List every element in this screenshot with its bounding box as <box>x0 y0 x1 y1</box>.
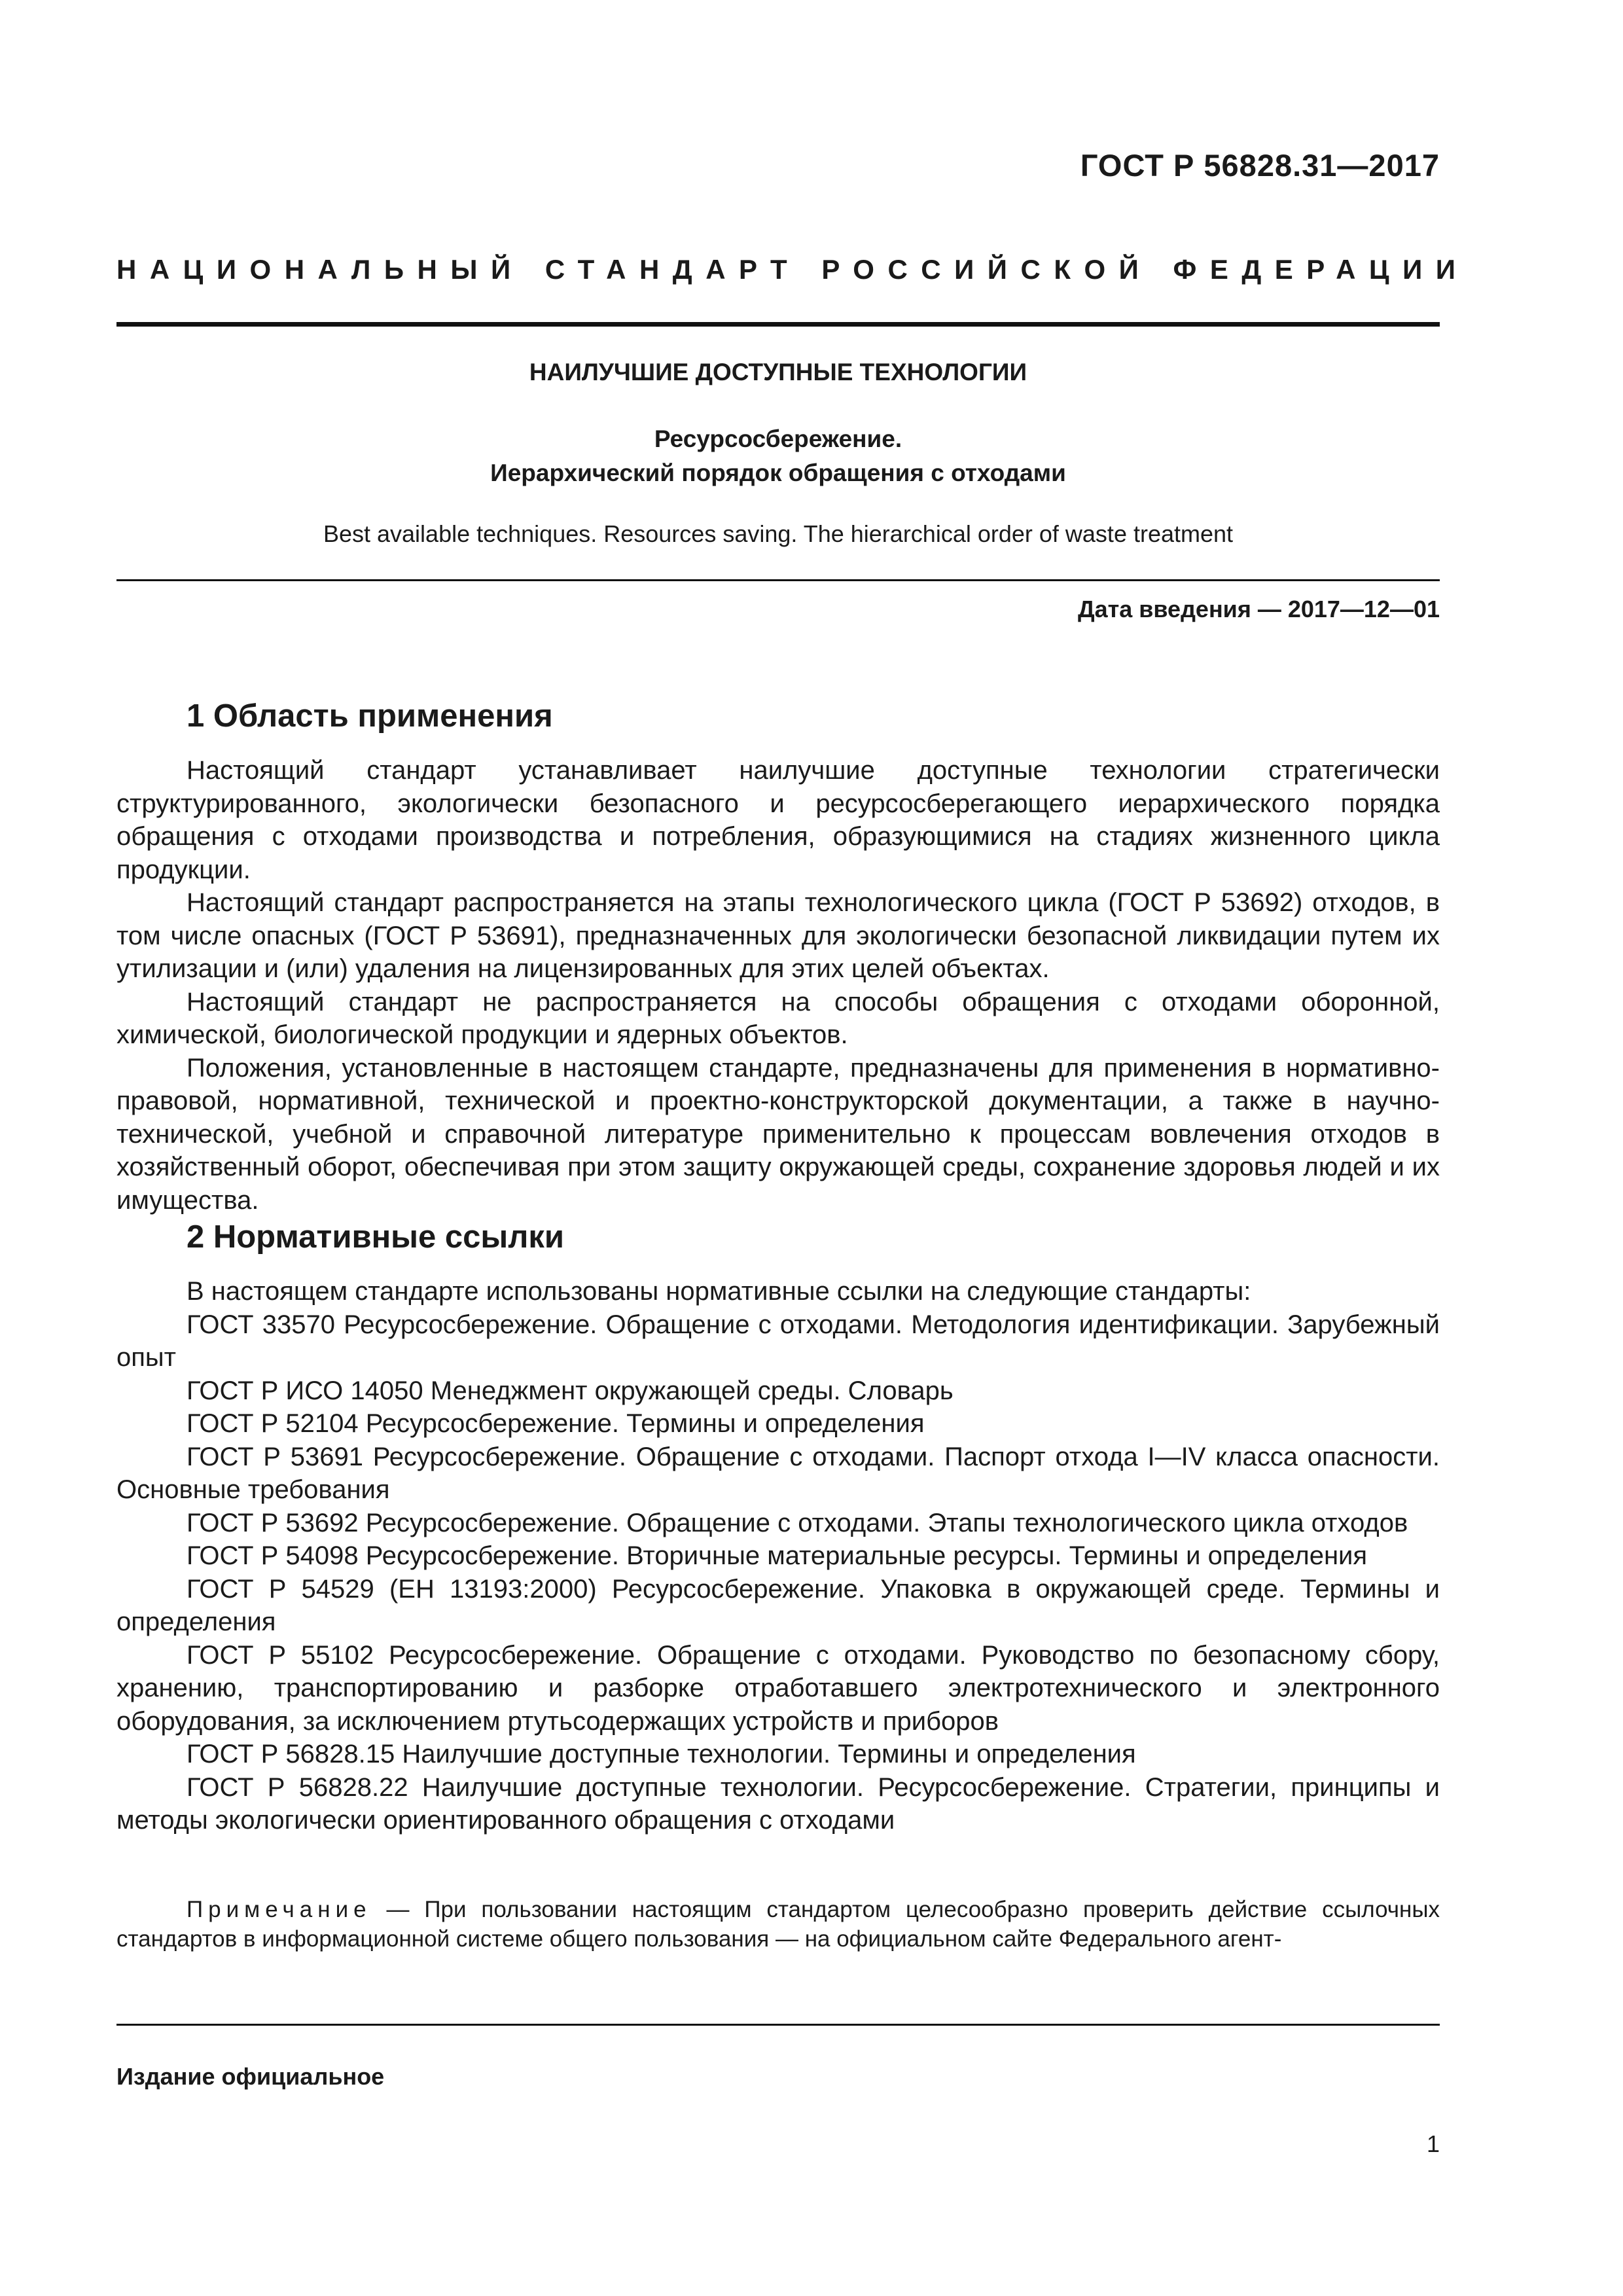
subtitle-line-1: Ресурсосбережение. <box>654 425 902 452</box>
reference-item: ГОСТ Р 55102 Ресурсосбережение. Обращение с отходами. Руководство по безопасному сбору, хранению, транспортированию и разборке отработавшего электротехнического и электронного оборудования, за исключением ртутьсодержащих устройств и приборов <box>116 1640 1440 1736</box>
reference-item: ГОСТ Р 53692 Ресурсосбережение. Обращение с отходами. Этапы технологического цикла отходов <box>187 1508 1408 1537</box>
official-edition-label: Издание официальное <box>116 2063 385 2090</box>
reference-item: ГОСТ Р 54098 Ресурсосбережение. Вторичные материальные ресурсы. Термины и определения <box>187 1541 1368 1570</box>
section-1-paragraph: Настоящий стандарт распространяется на этапы технологического цикла (ГОСТ Р 53692) отходов, в том числе опасных (ГОСТ Р 53691), предназначенных для экологически безопасной ликвидации путем их утилизации и (или) удаления на лицензированных для этих целей объектах. <box>116 888 1440 983</box>
section-1-paragraph: Настоящий стандарт устанавливает наилучшие доступные технологии стратегически структурированного, экологически безопасного и ресурсосберегающего иерархического порядка обращения с отходами производства и потребления, образующимися на стадиях жизненного цикла продукции. <box>116 756 1440 884</box>
document-subtitle <box>116 422 1440 490</box>
document-title: НАИЛУЧШИЕ ДОСТУПНЫЕ ТЕХНОЛОГИИ <box>529 359 1027 386</box>
reference-item: ГОСТ 33570 Ресурсосбережение. Обращение с отходами. Методология идентификации. Зарубежный опыт <box>116 1310 1440 1372</box>
subtitle-line-2: Иерархический порядок обращения с отходами <box>490 459 1066 486</box>
note-block <box>116 1895 1440 1954</box>
reference-item: ГОСТ Р 52104 Ресурсосбережение. Термины и определения <box>187 1409 925 1438</box>
standard-designation: ГОСТ Р 56828.31—2017 <box>1080 148 1440 183</box>
note-text: — При пользовании настоящим стандартом целесообразно проверить действие ссылочных стандартов в информационной системе общего пользования — на официальном сайте Федерального агент- <box>116 1897 1440 1952</box>
reference-item: ГОСТ Р 56828.22 Наилучшие доступные технологии. Ресурсосбережение. Стратегии, принципы и методы экологически ориентированного обращения с отходами <box>116 1772 1440 1835</box>
reference-item: ГОСТ Р 53691 Ресурсосбережение. Обращение с отходами. Паспорт отхода I—IV класса опасности. Основные требования <box>116 1442 1440 1504</box>
header-rule <box>116 322 1440 327</box>
reference-item: ГОСТ Р ИСО 14050 Менеджмент окружающей среды. Словарь <box>187 1376 954 1405</box>
section-1-paragraph: Настоящий стандарт не распространяется на способы обращения с отходами оборонной, химической, биологической продукции и ядерных объектов. <box>116 987 1440 1049</box>
section-1-heading: 1 Область применения <box>187 698 553 734</box>
footer-rule <box>116 2024 1440 2026</box>
note-label: Примечание <box>187 1897 372 1922</box>
reference-item: ГОСТ Р 56828.15 Наилучшие доступные технологии. Термины и определения <box>187 1740 1136 1768</box>
national-standard-banner: НАЦИОНАЛЬНЫЙ СТАНДАРТ РОССИЙСКОЙ ФЕДЕРАЦИИ <box>116 254 1469 285</box>
title-rule <box>116 579 1440 581</box>
section-1-paragraph: Положения, установленные в настоящем стандарте, предназначены для применения в нормативно-правовой, нормативной, технической и проектно-конструкторской документации, а также в научно-технической, учебной и справочной литературе применительно к процессам вовлечения отходов в хозяйственный оборот, обеспечивая при этом защиту окружающей среды, сохранение здоровья людей и их имущества. <box>116 1053 1440 1215</box>
reference-item: ГОСТ Р 54529 (ЕН 13193:2000) Ресурсосбережение. Упаковка в окружающей среде. Термины и определения <box>116 1574 1440 1636</box>
english-title: Best available techniques. Resources saving. The hierarchical order of waste treatment <box>323 520 1234 547</box>
section-2-body <box>116 1275 1440 1837</box>
introduction-date: Дата введения — 2017—12—01 <box>1077 596 1440 622</box>
section-1-body <box>116 754 1440 1217</box>
page-number: 1 <box>1426 2130 1440 2157</box>
section-2-heading: 2 Нормативные ссылки <box>187 1219 564 1255</box>
references-intro: В настоящем стандарте использованы нормативные ссылки на следующие стандарты: <box>187 1277 1251 1306</box>
